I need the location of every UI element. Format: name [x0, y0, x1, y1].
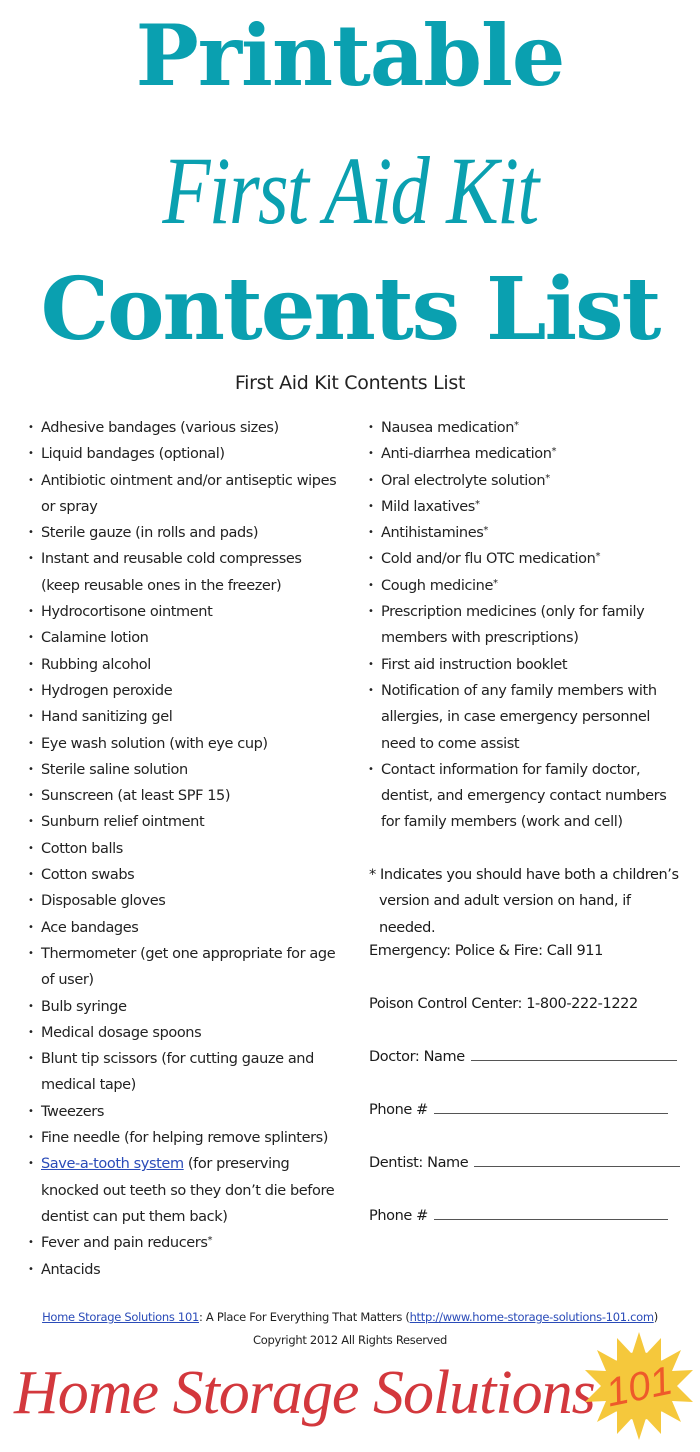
- list-item: [28, 652, 343, 678]
- dentist-name-label: Dentist: Name: [369, 1155, 469, 1171]
- asterisk-marker: *: [207, 1235, 213, 1247]
- list-item: [28, 1151, 343, 1230]
- list-item-text: Sunscreen (at least SPF 15): [41, 788, 231, 805]
- list-item: [28, 783, 343, 809]
- doctor-name-field[interactable]: [369, 1049, 677, 1065]
- doctor-name-label: Doctor: Name: [369, 1049, 465, 1065]
- asterisk-marker: *: [551, 446, 557, 458]
- list-item-text: Bulb syringe: [41, 998, 127, 1015]
- asterisk-marker: *: [595, 551, 601, 563]
- list-item: [368, 520, 688, 546]
- asterisk-marker: *: [492, 577, 498, 589]
- copyright: Copyright 2012 All Rights Reserved: [253, 1333, 447, 1347]
- footer-close-paren: ): [653, 1310, 658, 1324]
- list-item: [28, 415, 343, 441]
- list-item-text: Instant and reusable cold compresses (keep reusable ones in the freezer): [41, 551, 302, 594]
- list-item-text: Contact information for family doctor, dentist, and emergency contact numbers for family members (work and cell): [381, 761, 667, 831]
- list-item: [28, 441, 343, 467]
- list-item: [28, 546, 343, 599]
- sun-101-badge-icon: [583, 1330, 695, 1442]
- doctor-phone-field[interactable]: [369, 1102, 668, 1118]
- list-item: [28, 809, 343, 835]
- site-link[interactable]: Home Storage Solutions 101: [42, 1310, 199, 1324]
- brand-logo-text: Home Storage Solutions: [14, 1359, 595, 1427]
- list-item-text: Eye wash solution (with eye cup): [41, 735, 268, 752]
- list-item-text: Calamine lotion: [41, 630, 149, 647]
- emergency-number: Emergency: Police & Fire: Call 911: [369, 943, 603, 959]
- site-url-link[interactable]: http://www.home-storage-solutions-101.com: [409, 1310, 654, 1324]
- left-checklist: [28, 415, 343, 1283]
- list-item: [28, 704, 343, 730]
- list-item-text: Mild laxatives: [381, 498, 475, 515]
- asterisk-marker: *: [474, 498, 480, 510]
- list-item-text: Hydrogen peroxide: [41, 682, 173, 699]
- list-item: [28, 1046, 343, 1099]
- list-item-text: Antacids: [41, 1261, 101, 1278]
- list-item-text: Thermometer (get one appropriate for age of user): [41, 945, 336, 989]
- list-item: [368, 468, 688, 494]
- list-item: [28, 888, 343, 914]
- list-item: [28, 599, 343, 625]
- asterisk-marker: *: [483, 525, 488, 537]
- list-item-text: Cotton balls: [41, 840, 123, 857]
- list-item-text: Cotton swabs: [41, 867, 135, 884]
- dentist-phone-blank[interactable]: [434, 1209, 668, 1220]
- list-item-text: Fever and pain reducers: [41, 1235, 208, 1252]
- list-item: [28, 941, 343, 994]
- footer-credit: [0, 1310, 700, 1324]
- asterisk-marker: *: [545, 472, 550, 484]
- list-item: [368, 573, 688, 599]
- save-a-tooth-link[interactable]: Save-a-tooth system: [41, 1156, 184, 1173]
- list-item-text: First aid instruction booklet: [381, 656, 568, 673]
- list-item: [28, 625, 343, 651]
- badge-text: 101: [601, 1358, 677, 1416]
- poison-control-number: Poison Control Center: 1-800-222-1222: [369, 996, 638, 1012]
- list-item-text: Sterile saline solution: [41, 761, 188, 778]
- list-item-text: Tweezers: [41, 1103, 105, 1120]
- list-item-text: Liquid bandages (optional): [41, 446, 225, 463]
- list-item: [28, 1125, 343, 1151]
- right-checklist: [368, 415, 688, 836]
- list-item: [368, 757, 688, 836]
- list-item-text: Notification of any family members with allergies, in case emergency personnel need to come assist: [381, 682, 657, 752]
- list-item-text: Adhesive bandages (various sizes): [41, 420, 279, 436]
- list-item: [28, 994, 343, 1020]
- title-line-first-aid-kit: First Aid Kit: [162, 137, 538, 244]
- list-item: [28, 862, 343, 888]
- list-item-text: (for preserving knocked out teeth so they don’t die before dentist can put them back): [41, 1156, 335, 1225]
- list-item: [28, 915, 343, 941]
- list-item-text: Fine needle (for helping remove splinters): [41, 1130, 329, 1147]
- list-item: [28, 678, 343, 704]
- list-item-text: Rubbing alcohol: [41, 656, 151, 673]
- dentist-phone-label: Phone #: [369, 1208, 428, 1224]
- list-item-text: Hydrocortisone ointment: [41, 604, 213, 621]
- list-item-text: Prescription medicines (only for family members with prescriptions): [381, 604, 645, 647]
- list-item-text: Sterile gauze (in rolls and pads): [41, 525, 259, 542]
- list-item: [28, 757, 343, 783]
- doctor-name-blank[interactable]: [471, 1050, 677, 1061]
- dentist-name-field[interactable]: [369, 1155, 680, 1171]
- list-item: [28, 836, 343, 862]
- list-item-text: Disposable gloves: [41, 893, 166, 910]
- list-item: [368, 441, 688, 467]
- list-heading: First Aid Kit Contents List: [234, 372, 466, 394]
- list-item-text: Oral electrolyte solution: [381, 472, 546, 489]
- list-item: [368, 546, 688, 572]
- list-item: [28, 468, 343, 521]
- list-item-text: Hand sanitizing gel: [41, 709, 173, 726]
- list-item-text: Cough medicine: [381, 577, 493, 594]
- list-item-text: Anti-diarrhea medication: [381, 446, 552, 463]
- asterisk-marker: *: [514, 420, 519, 431]
- dentist-phone-field[interactable]: [369, 1208, 668, 1224]
- doctor-phone-blank[interactable]: [434, 1103, 668, 1114]
- list-item: [368, 494, 688, 520]
- list-item: [28, 1257, 343, 1283]
- list-item: [368, 415, 688, 441]
- list-item: [368, 678, 688, 757]
- list-item: [28, 1020, 343, 1046]
- list-item-text: Antihistamines: [381, 525, 484, 542]
- list-item: [368, 652, 688, 678]
- asterisk-note: [369, 862, 689, 941]
- dentist-name-blank[interactable]: [474, 1156, 680, 1167]
- title-line-contents-list: Contents List: [40, 259, 660, 360]
- title-line-printable: Printable: [135, 6, 565, 105]
- note-line-1: * Indicates you should have both a children’s: [369, 867, 679, 883]
- list-item: [28, 520, 343, 546]
- list-item-text: Blunt tip scissors (for cutting gauze and medical tape): [41, 1051, 314, 1094]
- list-item-text: Ace bandages: [41, 919, 139, 936]
- list-item: [28, 731, 343, 757]
- list-item: [368, 599, 688, 652]
- list-item-text: Antibiotic ointment and/or antiseptic wipes or spray: [41, 472, 337, 515]
- list-item-text: Nausea medication: [381, 420, 515, 436]
- list-item-text: Cold and/or flu OTC medication: [381, 551, 596, 568]
- list-item-text: Sunburn relief ointment: [41, 814, 205, 831]
- footer-tagline: : A Place For Everything That Matters (: [198, 1310, 410, 1324]
- doctor-phone-label: Phone #: [369, 1102, 428, 1118]
- list-item: [28, 1230, 343, 1256]
- list-item: [28, 1099, 343, 1125]
- note-line-2: version and adult version on hand, if needed.: [379, 893, 631, 936]
- list-item-text: Medical dosage spoons: [41, 1024, 202, 1041]
